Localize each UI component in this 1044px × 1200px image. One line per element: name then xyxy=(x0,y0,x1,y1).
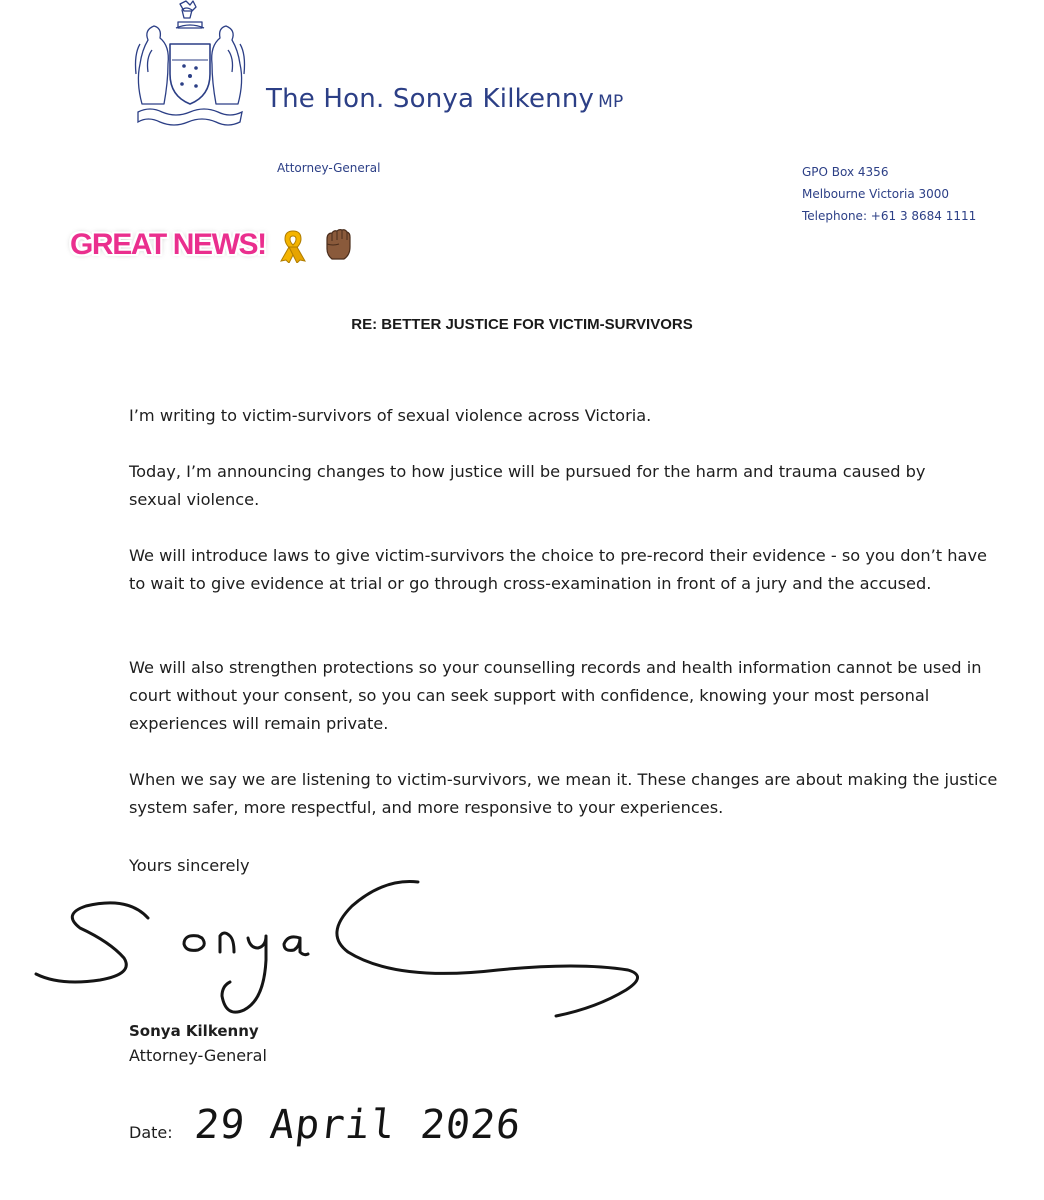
handwritten-signature xyxy=(30,870,650,1040)
great-news-text: GREAT NEWS! xyxy=(70,228,266,261)
body-paragraph: Today, I’m announcing changes to how justice will be pursued for the harm and trauma caused by sexual violence. xyxy=(129,462,926,509)
date-row xyxy=(129,1102,524,1148)
letter-subject: RE: BETTER JUSTICE FOR VICTIM-SURVIVORS xyxy=(351,316,693,333)
great-news-sticker xyxy=(70,227,354,263)
yellow-ribbon-icon xyxy=(276,227,310,263)
letterhead-role: Attorney-General xyxy=(277,161,381,175)
body-paragraph: When we say we are listening to victim-survivors, we mean it. These changes are about making the justice system safer, more respectful, and more responsive to your experiences. xyxy=(129,770,998,817)
minister-name xyxy=(266,84,623,114)
address-line: Melbourne Victoria 3000 xyxy=(802,187,950,201)
date-label: Date: xyxy=(129,1123,173,1142)
signatory-name: Sonya Kilkenny xyxy=(129,1022,259,1040)
body-paragraph: We will also strengthen protections so your counselling records and health information cannot be used in court without your consent, so you can seek support with confidence, knowing your most personal experiences will remain private. xyxy=(129,658,982,733)
body-paragraph: I’m writing to victim-survivors of sexual violence across Victoria. xyxy=(129,406,652,425)
letterhead-address xyxy=(802,161,976,227)
handwritten-date: 29 April 2026 xyxy=(192,1102,524,1148)
raised-fist-icon xyxy=(320,227,354,263)
address-line: GPO Box 4356 xyxy=(802,165,889,179)
minister-name-text: The Hon. Sonya Kilkenny xyxy=(266,84,595,114)
post-nominal: MP xyxy=(598,92,624,112)
signatory-title: Attorney-General xyxy=(129,1046,267,1065)
victorian-coat-of-arms-icon xyxy=(128,0,252,132)
address-line: Telephone: +61 3 8684 1111 xyxy=(802,209,977,223)
body-paragraph: We will introduce laws to give victim-survivors the choice to pre-record their evidence - so you don’t have to wait to give evidence at trial or go through cross-examination in front of a jury and the accused. xyxy=(129,546,987,593)
closing-salutation: Yours sincerely xyxy=(129,856,250,875)
